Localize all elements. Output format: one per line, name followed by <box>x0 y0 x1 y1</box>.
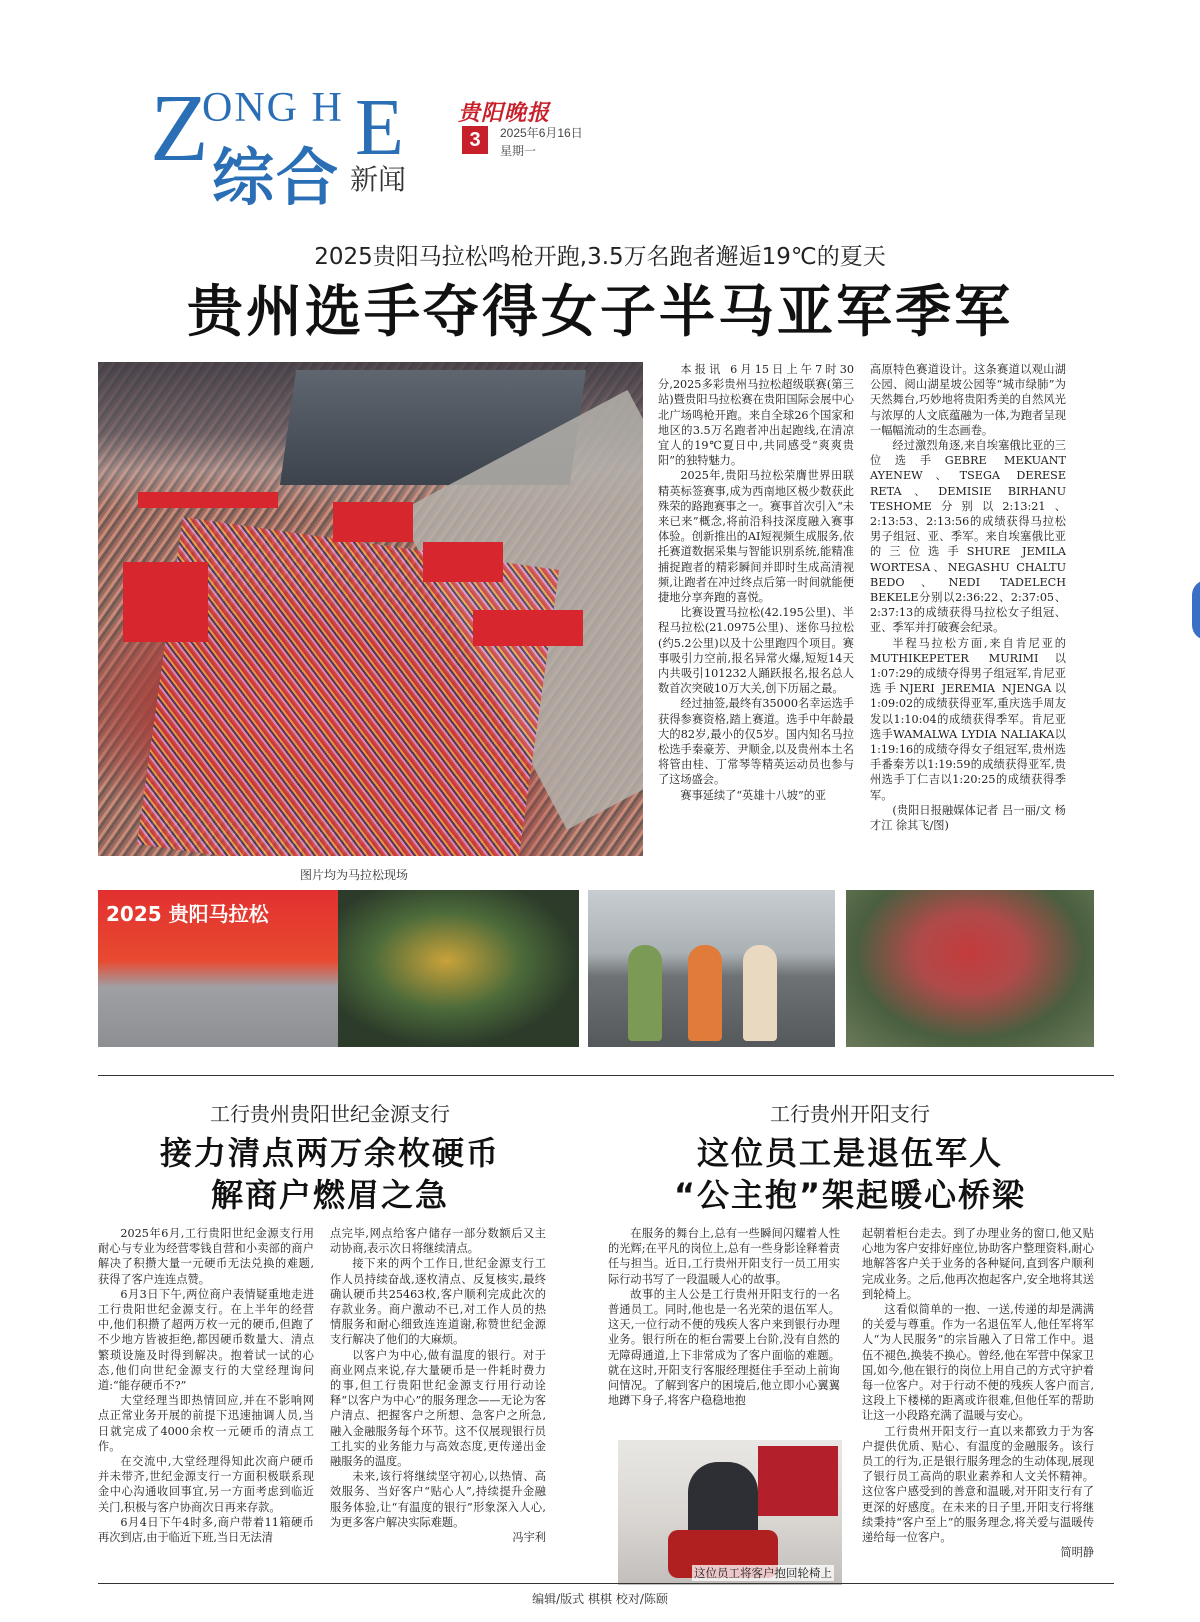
author: 冯宇利 <box>512 1531 546 1545</box>
paragraph: 6月3日下午,两位商户表情疑重地走进工行贵阳世纪金源支行。在上半年的经营中,他们积攒了超两万枚一元的硬币,但跑了不少地方皆被拒绝,都因硬币数量大、清点繁琐设施及时得到解决。抱着试一试的心态,他们向世纪金源支行的大堂经理询问道:“能存硬币不?” <box>98 1287 314 1393</box>
page-number: 3 <box>462 126 488 154</box>
left-story-kicker: 工行贵州贵阳世纪金源支行 <box>210 1102 450 1126</box>
paragraph: 2025年,贵阳马拉松荣膺世界田联精英标签赛事,成为西南地区极少数获此殊荣的路跑赛事之一。赛事首次引入“未来已来”概念,将前沿科技深度融入赛事体验。创新推出的AI短视频生成服务,依托赛道数据采集与智能识别系统,能精准捕捉跑者的精彩瞬间并即时生成高清视频,让跑者在冲过终点后第一时间就能便捷地分享奔跑的喜悦。 <box>658 469 854 605</box>
photo-caption: 图片均为马拉松现场 <box>300 868 409 882</box>
start-arch <box>138 492 278 508</box>
paragraph: 这看似简单的一抱、一送,传递的却是满满的关爱与尊重。作为一名退伍军人,他任军将军人“为人民服务”的宗旨融入了日常工作中。退伍不褪色,换装不换心。曾经,他在军营中保家卫国,如今,他在银行的岗位上用自己的方式守护着每一位客户。对于行动不便的残疾人客户而言,这段上下楼梯的距离或许很难,但他任军的帮助让这一小段路充满了温暖与安心。 <box>862 1303 1094 1423</box>
paragraph: 6月4日下午4时多,商户带着11箱硬币再次到店,由于临近下班,当日无法清 <box>98 1515 314 1545</box>
paragraph: 在服务的舞台上,总有一些瞬间闪耀着人性的光辉;在平凡的岗位上,总有一些身影诠释着责任与担当。近日,工行贵州开阳支行一员工用实际行动书写了一段温暖人心的故事。 <box>608 1227 840 1286</box>
newspaper-logo: 贵阳晚报 <box>458 100 551 126</box>
paragraph: 2025年6月,工行贵阳世纪金源支行用耐心与专业为经营零钱自营和小卖部的商户解决了积攒大量一元硬币无法兑换的难题,获得了客户连连点赞。 <box>98 1227 314 1286</box>
paragraph: 高原特色赛道设计。这条赛道以观山湖公园、阅山湖星坡公园等“城市绿肺”为天然舞台,巧妙地将贵阳秀美的自然风光与浓厚的人文底蕴融为一体,为跑者呈现一幅幅流动的生态画卷。 <box>870 363 1066 437</box>
photo-caption: 这位员工将客户抱回轮椅上 <box>694 1566 832 1580</box>
page-tab-icon[interactable] <box>1192 580 1200 640</box>
carry-customer-photo <box>618 1440 842 1585</box>
left-story-col-1 <box>98 1226 314 1582</box>
headline-line: 解商户燃眉之急 <box>210 1176 449 1214</box>
left-story-headline <box>100 1132 560 1216</box>
paragraph: 赛事延续了“英雄十八坡”的亚 <box>680 788 827 802</box>
section-masthead <box>150 74 450 214</box>
lead-article-col-1 <box>658 362 854 862</box>
masthead-pinyin: ONG H <box>202 85 344 131</box>
stage-banner-text: 2025 贵阳马拉松 <box>106 902 269 926</box>
marathon-aerial-photo <box>98 362 643 856</box>
runner-figure <box>628 945 662 1041</box>
red-tent <box>473 610 583 646</box>
paragraph: 在交流中,大堂经理得知此次商户硬币并未带齐,世纪金源支行一方面积极联系现金中心沟通收回事宜,另一方面考虑到临近关门,积极与客户协商次日再来存款。 <box>98 1455 314 1514</box>
paragraph: 本报讯 6月15日上午7时30分,2025多彩贵州马拉松超级联赛(第三站)暨贵阳马拉松赛在贵阳国际会展中心北广场鸣枪开跑。来自全球26个国家和地区的3.5万名跑者冲出起跑线,在清凉宜人的19℃夏日中,共同感受“爽爽贵阳”的独特魅力。 <box>658 363 854 468</box>
footer-credits: 编辑/版式 棋棋 校对/陈颐 <box>532 1592 668 1606</box>
start-stage-photo <box>98 890 346 1047</box>
paragraph: 起朝着柜台走去。到了办理业务的窗口,他又贴心地为客户安排好座位,协助客户整理资料,耐心地解答客户关于业务的各种疑问,直到客户顺利完成业务。之后,他再次抱起客户,安全地将其送到轮椅上。 <box>862 1227 1094 1301</box>
section-name: 综合 <box>212 141 341 214</box>
author: 简明静 <box>1060 1546 1094 1560</box>
paragraph: 接下来的两个工作日,世纪金源支行工作人员持续奋战,逐枚清点、反复核实,最终确认硬币共25463枚,客户顺利完成此次的存款业务。商户激动不已,对工作人员的热情服务和耐心细致连连道谢,称赞世纪金源支行解决了他们的大麻烦。 <box>330 1257 546 1347</box>
left-story-col-2 <box>330 1226 546 1582</box>
paragraph: 工行贵州开阳支行一直以来都致力于为客户提供优质、贴心、有温度的金融服务。该行员工的行为,正是银行服务理念的生动体现,展现了银行员工高尚的职业素养和人文关怀精神。这位客户感受到的善意和温暖,对开阳支行有了更深的好感度。在未来的日子里,开阳支行将继续秉持“客户至上”的服务理念,将关爱与温暖传递给每一位客户。 <box>862 1424 1094 1545</box>
runners-crowd-photo <box>846 890 1094 1047</box>
paragraph: 比赛设置马拉松(42.195公里)、半程马拉松(21.0975公里)、迷你马拉松(约5.2公里)以及十公里跑四个项目。赛事吸引力空前,报名异常火爆,短短14天内共吸引101232人踊跃报名,报名总人数首次突破10万大关,创下历届之最。 <box>658 606 854 696</box>
hanfu-runners-photo <box>588 890 835 1047</box>
runner-figure <box>743 945 777 1041</box>
paragraph: 点完毕,网点给客户储存一部分数额后又主动协商,表示次日将继续清点。 <box>330 1227 546 1256</box>
paragraph: 半程马拉松方面,来自肯尼亚的MUTHIKEPETER MURIMI以1:07:29的成绩夺得男子组冠军,肯尼亚选手NJERI JEREMIA NJENGA以1:09:02的成绩获得亚军,重庆选手周友发以1:10:04的成绩获得季军。肯尼亚选手WAMALWA LYDIA NALIAKA以1:19:16的成绩夺得女子组冠军,贵州选手番秦芳以1:19:59的成绩获得亚军,贵州选手丁仁吉以1:20:25的成绩获得季军。 <box>870 636 1066 802</box>
paragraph: 大堂经理当即热情回应,并在不影响网点正常业务开展的前提下迅速抽调人员,当日就完成了4000余枚一元硬币的清点工作。 <box>98 1394 314 1453</box>
red-wall <box>758 1446 838 1516</box>
footer-divider <box>98 1583 1114 1584</box>
masthead-letter-e: E <box>355 84 404 172</box>
right-story-headline <box>610 1132 1090 1216</box>
stage-screen <box>333 502 413 542</box>
paragraph: 经过抽签,最终有35000名幸运选手获得参赛资格,踏上赛道。选手中年龄最大的82岁,最小的仅5岁。国内知名马拉松选手秦豪芳、尹顺金,以及贵州本土名将管由桂、丁常琴等精英运动员也参与了这场盛会。 <box>658 697 854 787</box>
weekday-text: 星期一 <box>500 144 537 158</box>
byline: (贵阳日报融媒体记者 吕一丽/文 杨才江 徐其飞/图) <box>870 803 1066 833</box>
lead-headline: 贵州选手夺得女子半马亚军季军 <box>187 280 1013 345</box>
paragraph: 以客户为中心,做有温度的银行。对于商业网点来说,存大量硬币是一件耗时费力的事,但工行贵阳世纪金源支行用行动诠释“以客户为中心”的服务理念——无论为客户清点、把握客户之所想、急客户之所急,融入金融服务每个环节。这不仅展现银行员工扎实的业务能力与高效态度,更传递出金融服务的温度。 <box>330 1348 546 1469</box>
issue-date <box>500 124 583 160</box>
runner-figure <box>688 945 722 1041</box>
date-text: 2025年6月16日 <box>500 126 583 140</box>
masthead-letter-z: Z <box>150 74 209 181</box>
headline-line: 这位员工是退伍军人 <box>696 1134 1003 1172</box>
lead-kicker: 2025贵阳马拉松鸣枪开跑,3.5万名跑者邂逅19℃的夏天 <box>314 244 886 270</box>
costumed-performer-photo <box>338 890 579 1047</box>
headline-line: “公主抱”架起暖心桥梁 <box>673 1176 1027 1214</box>
right-story-col-2 <box>862 1226 1094 1582</box>
paragraph: 未来,该行将继续坚守初心,以热情、高效服务、当好客户“贴心人”,持续提升金融服务体验,让“有温度的银行”形象深入人心,为更多客户解决实际难题。 <box>330 1470 546 1529</box>
section-divider <box>98 1075 1114 1076</box>
section-suffix: 新闻 <box>350 163 407 196</box>
stage-screen <box>423 542 503 582</box>
paragraph: 故事的主人公是工行贵州开阳支行的一名普通员工。同时,他也是一名光荣的退伍军人。这天,一位行动不便的残疾人客户来到银行办理业务。银行所在的柜台需要上台阶,没有自然的无障碍通道,上下非常成为了客户面临的难题。就在这时,开阳支行客服经理挺住手至动上前询问情况。了解到客户的困境后,他立即小心翼翼地蹲下身子,将客户稳稳地抱 <box>608 1287 840 1408</box>
red-box <box>123 562 208 642</box>
lead-article-col-2 <box>870 362 1066 862</box>
right-story-kicker: 工行贵州开阳支行 <box>770 1102 930 1126</box>
headline-line: 接力清点两万余枚硬币 <box>159 1134 500 1172</box>
paragraph: 经过激烈角逐,来自埃塞俄比亚的三位选手GEBRE MEKUANT AYENEW、TSEGA DERESE RETA、DEMISIE BIRHANU TESHOME分别以2:13:21、2:13:53、2:13:56的成绩获得马拉松男子组冠、亚、季军。来自埃塞俄比亚的三位选手SHURE JEMILA WORTESA、NEGASHU CHALTU BEDO、NEDI TADELECH BEKELE分别以2:36:22、2:37:05、2:37:13的成绩获得马拉松女子组冠、亚、季军并打破赛会纪录。 <box>870 439 1066 635</box>
right-story-col-1 <box>608 1226 840 1436</box>
